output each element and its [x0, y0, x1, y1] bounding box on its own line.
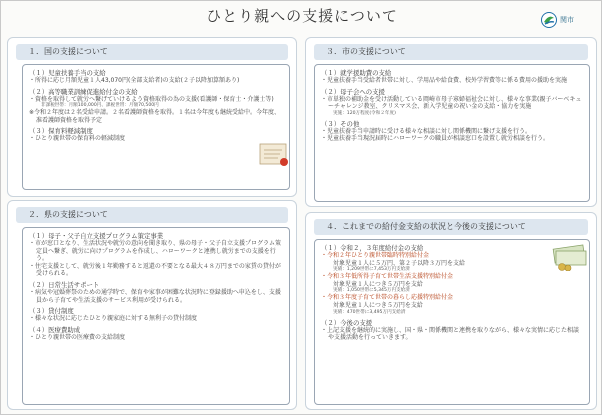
- content-box: [314, 239, 590, 405]
- panel-city-support: [305, 37, 597, 207]
- section-label: （２）日常生活サポート: [29, 280, 100, 289]
- list-item-highlight: ・令和３年低所得子育て世帯生活支援特別給付金: [321, 273, 454, 281]
- section-label: （２）母子会への支援: [321, 87, 385, 96]
- panel-heading: ３．市の支援について: [314, 44, 588, 60]
- section-label: （１）児童扶養手当の支給: [29, 69, 106, 77]
- list-item: ・市が窓口となり、生活状況や就労の意向を聞き取り、県の母子・父子自立支援プログラム策定員へ繋ぎ、就労に向けプログラムを作成し、ハローワークと連携し就労までの支援を行う。: [29, 240, 281, 263]
- money-illustration-icon: [550, 243, 590, 271]
- city-logo-text: 関市: [560, 16, 574, 24]
- city-logo: [541, 9, 597, 31]
- content-box: [314, 64, 590, 202]
- panel-national-support: [7, 37, 297, 197]
- list-item-highlight: ・令和３年度子育て世帯の暮らし応援特別給付金: [321, 294, 454, 302]
- list-item: ・児童扶養手当現況届時にハローワークの職員が相談窓口を設置し就労相談を行う。: [321, 135, 550, 143]
- list-item: ・ひとり親世帯の医療費の支給制度: [29, 333, 126, 341]
- section-label: （３）保育料軽減制度: [29, 127, 93, 136]
- section-label: （１）就学援助費の支給: [321, 69, 392, 77]
- list-item: ・児童扶養手当受給者世帯に対し、学用品や給食費、校外学習費等に係る費用の援助を実施: [321, 77, 568, 84]
- panel-heading: １．国の支援について: [16, 44, 288, 60]
- list-item: ・児童扶養手当申請時に受ける様々な相談に対し関係機関に繋げ支援を行う。: [321, 127, 532, 135]
- panel-prefecture-support: [7, 200, 297, 410]
- list-item-note: 実績：1,209世帯に7,453万円支給済: [333, 267, 410, 273]
- city-emblem-icon: [541, 12, 557, 28]
- page-title: ひとり親への支援について: [206, 7, 398, 25]
- list-item: ・様々な状況に応じたひとり親家庭に対する無利子の貸付制度: [29, 315, 198, 323]
- section-label: （１）令和２，３年度給付金の支給: [321, 244, 424, 252]
- content-box: [22, 64, 290, 190]
- list-item-highlight: ・令和２年ひとり親世帯臨時特別給付金: [321, 252, 430, 259]
- panel-benefits-status: [305, 212, 597, 410]
- section-label: （４）医療費助成: [29, 325, 81, 334]
- section-label: （２）高等職業訓練促進給付金の支給: [29, 87, 138, 96]
- content-box: [22, 227, 290, 405]
- panel-heading: ２．県の支援について: [16, 207, 288, 223]
- section-label: （３）貸付制度: [29, 307, 74, 316]
- list-item: ※令和２年度は２名受給申請。２名看護師資格を取得。１名は今年度も継続受給中。今年度、准看護師資格を取得予定: [29, 109, 281, 124]
- list-item-note: 実績：1,050世帯に5,345万円支給済: [333, 288, 410, 294]
- diploma-illustration-icon: [258, 138, 292, 170]
- section-label: （２）今後の支援: [321, 318, 373, 327]
- list-item: ・ひとり親世帯の保育料の軽減制度: [29, 135, 126, 143]
- list-item-detail: 対象児童１人につき５万円を支給: [333, 280, 423, 288]
- list-item-note: 実施：120万程度(令和２年度): [333, 110, 396, 116]
- list-item-detail: 対象児童１人につき５万円を支給: [333, 301, 423, 309]
- panel-heading: ４．これまでの給付金支給の状況と今後の支援について: [314, 219, 588, 235]
- section-label: （３）その他: [321, 119, 360, 128]
- list-item: ・資格を取得して就労へ繋げていけるよう資格取得の為の支援(看護師・保育士・介護士等): [29, 95, 274, 103]
- list-item: ・市単独の補助金を受け活動している岡崎市母子寡婦福祉会に対し、様々な事業(親子バーベキューチャレンジ教室、クリスマス会、新入学児童の祝い金の支給・協力を実施: [321, 95, 582, 111]
- list-item: ・住宅支援として、就労後１年勤務すると返還の不要となる最大４８万円までの家賃の貸付が受けられる。: [29, 262, 281, 278]
- list-item: ・上記支援を継続的に実施し、国・県・関係機関と連携を取りながら、様々な実情に応じた相談や支援活動を行っていきます。: [321, 326, 580, 342]
- list-item-detail: 対象児童１人に５万円、第２子以降３万円を支給: [333, 259, 466, 267]
- list-item-note: 非課税世帯：月額100,000円、課税世帯：月額70,500円: [41, 103, 159, 109]
- list-item: ・病気や冠婚葬祭のための通学時で、保育や家事が困難な状況時に登録援助へ申込をし、支援員から子育てや生活支援のサービス利用が受けられる。: [29, 288, 281, 304]
- list-item: ・所得に応じ月額児童１人43,070円(全部支給者)の支給(２子以降加算額あり): [29, 77, 240, 84]
- list-item-note: 実績：470世帯に3,495万円支給済: [333, 309, 406, 315]
- section-label: （１）母子・父子自立支援プログラム策定事業: [29, 232, 164, 240]
